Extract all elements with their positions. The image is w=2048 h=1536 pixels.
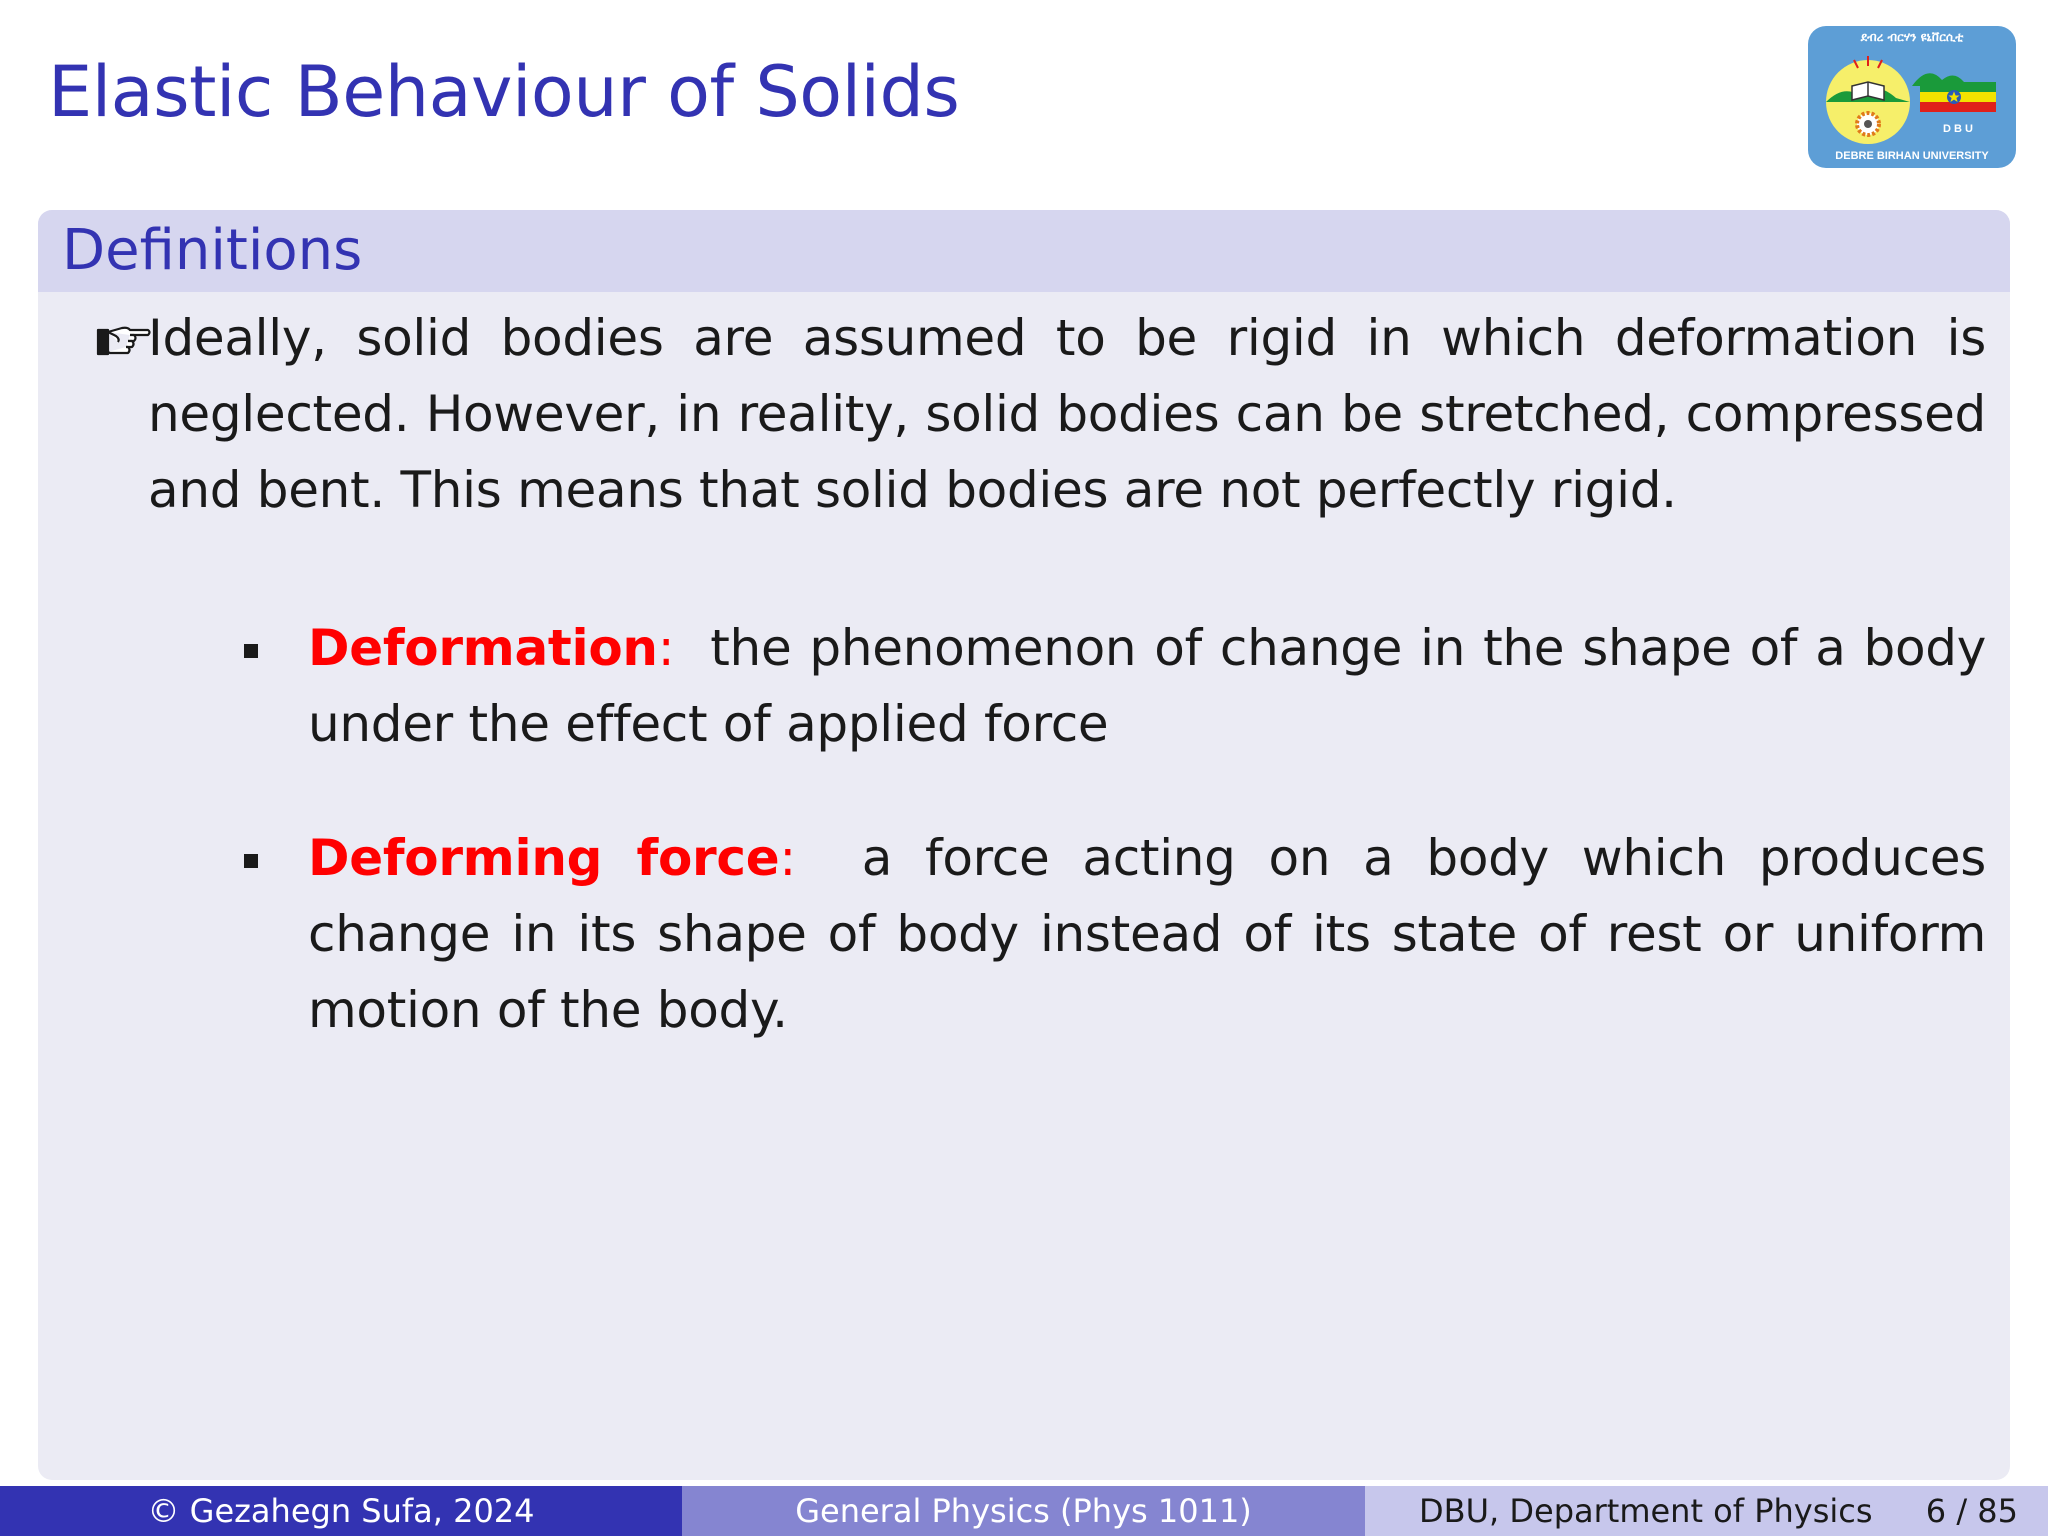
- block-title-bar: [38, 210, 2010, 292]
- logo-university-name: DEBRE BIRHAN UNIVERSITY: [1835, 150, 1989, 162]
- university-logo: [1808, 26, 2016, 168]
- logo-emblem-icon: [1824, 46, 2000, 150]
- definition-term: Deforming force: [308, 829, 780, 887]
- footer-right-section: [1365, 1486, 2048, 1536]
- footer-page-number: 6 / 85: [1925, 1492, 2018, 1530]
- pointing-hand-icon: [94, 320, 152, 360]
- logo-abbrev: D B U: [1943, 123, 1973, 135]
- block-title: Definitions: [62, 218, 363, 283]
- footer-department: DBU, Department of Physics: [1419, 1492, 1873, 1530]
- logo-amharic-text: ደብረ ብርሃን ዩኒቨርሲቲ: [1860, 30, 1964, 44]
- footer-course: General Physics (Phys 1011): [682, 1486, 1365, 1536]
- definition-colon: :: [779, 829, 796, 887]
- bullet-square-icon: [244, 854, 258, 868]
- slide-title: Elastic Behaviour of Solids: [48, 51, 960, 133]
- bullet-square-icon: [244, 644, 258, 658]
- footer: [0, 1486, 2048, 1536]
- definition-term: Deformation: [308, 619, 658, 677]
- main-paragraph: Ideally, solid bodies are assumed to be rigid in which deformation is neglected. However, in reality, solid bodies can be stretched, compressed and bent. This means that solid bodies are not perfectly rigid.: [148, 309, 1986, 519]
- definition-text: a force acting on a body which produces change in its shape of body instead of its state of rest or uniform motion of the body.: [308, 829, 1986, 1039]
- definition-item: [308, 820, 1986, 1048]
- definition-item: [308, 610, 1986, 762]
- footer-author: © Gezahegn Sufa, 2024: [0, 1486, 682, 1536]
- definition-colon: :: [657, 619, 675, 677]
- definition-text: the phenomenon of change in the shape of a body under the effect of applied force: [308, 619, 1986, 753]
